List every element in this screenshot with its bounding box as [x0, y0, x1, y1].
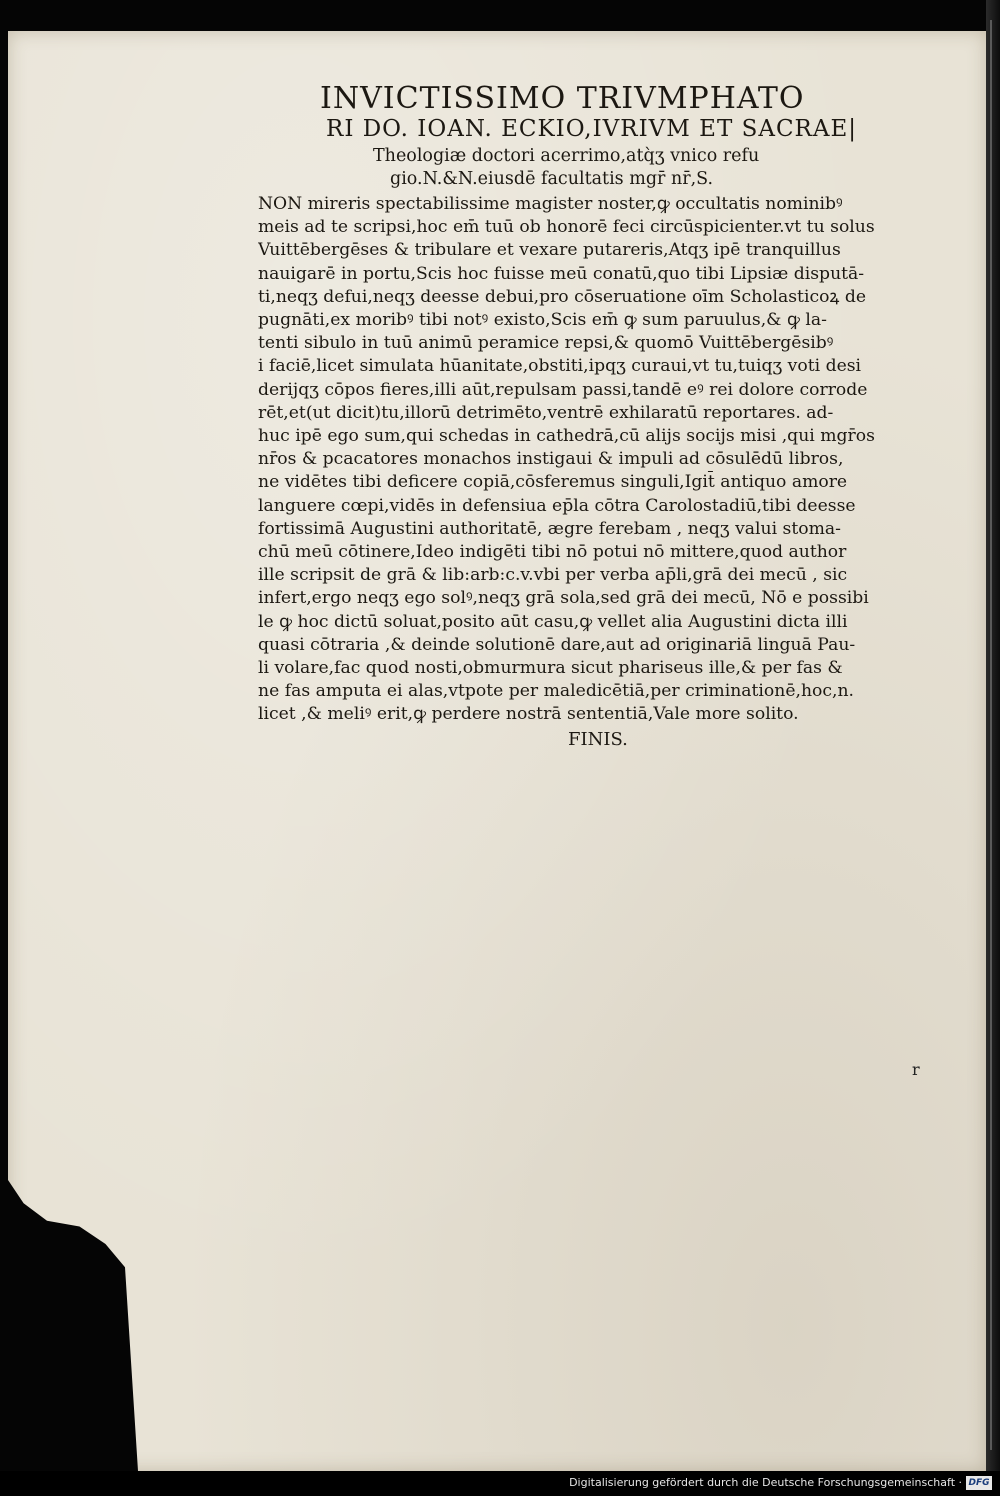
- letter-body: [258, 193, 938, 727]
- book-binding-edge: [986, 0, 1000, 1471]
- body-line: rēt,et(ut dicit)tu,illorū detrimēto,ventrē exhilaratū reportares. ad-: [258, 402, 834, 423]
- body-line: ne vidētes tibi deficere copiā,cōsferemus singuli,Igit̄ antiquo amore: [258, 472, 848, 493]
- body-line: li volare,fac quod nosti,obmurmura sicut phariseus ille,& per fas &: [258, 658, 843, 679]
- body-line: ti,neqʒ defui,neqʒ deesse debui,pro cōseruatione oīm Scholasticoꝝ de: [258, 286, 866, 307]
- closing-finis: FINIS.: [568, 728, 628, 750]
- body-line: meis ad te scripsi,hoc em̄ tuū ob honorē feci circūspicienter.vt tu solus: [258, 217, 875, 238]
- body-line: chū meū cōtinere,Ideo indigēti tibi nō potui nō mittere,quod author: [258, 542, 847, 563]
- body-line: huc ipē ego sum,qui schedas in cathedrā,cū alijs socijs misi ,qui mgr̄os: [258, 426, 875, 447]
- ink-mark: r: [912, 1060, 920, 1079]
- body-line: le ꝙ hoc dictū soluat,posito aūt casu,ꝙ vellet alia Augustini dicta illi: [258, 611, 848, 632]
- printed-text-block: [258, 81, 938, 750]
- subtitle-line-1: Theologiæ doctori acerrimo,atq̀ʒ vnico refu: [373, 146, 760, 166]
- body-line: pugnāti,ex moribꝰ tibi notꝰ existo,Scis em̄ ꝙ sum paruulus,& ꝙ la-: [258, 310, 827, 331]
- body-line: nauigarē in portu,Scis hoc fuisse meū conatū,quo tibi Lipsiæ disputā-: [258, 263, 865, 284]
- subtitle-line-2: gio.N.&N.eiusdē facultatis mgr̄ nr̄,S.: [390, 169, 714, 189]
- body-line: ne fas amputa ei alas,vtpote per maledicētiā,per criminationē,hoc,n.: [258, 681, 855, 702]
- body-line: licet ,& meliꝰ erit,ꝙ perdere nostrā sententiā,Vale more solito.: [258, 704, 799, 725]
- body-line: derijqʒ cōpos fieres,illi aūt,repulsam passi,tandē eꝰ rei dolore corrode: [258, 379, 868, 400]
- body-line: fortissimā Augustini authoritatē, ægre ferebam , neqʒ valui stoma-: [258, 518, 841, 539]
- title-line-2: RI DO. IOAN. ECKIO,IVRIVM ET SACRAE|: [326, 116, 858, 142]
- body-line: ille scripsit de grā & lib:arb:c.v.vbi per verba ap̄li,grā dei mecū , sic: [258, 565, 848, 586]
- body-line: infert,ergo neqʒ ego solꝰ,neqʒ grā sola,sed grā dei mecū, Nō e possibi: [258, 588, 869, 609]
- body-line: languere cœpi,vidēs in defensiua ep̄la cōtra Carolostadiū,tibi deesse: [258, 495, 856, 516]
- body-line: tenti sibulo in tuū animū peramice repsi,& quomō Vuittēbergēsibꝰ: [258, 333, 834, 354]
- body-line: NON mireris spectabilissime magister noster,ꝙ occultatis nominibꝰ: [258, 194, 843, 214]
- body-line: i faciē,licet simulata hūanitate,obstiti,ipqʒ curaui,vt tu,tuiqʒ voti desi: [258, 356, 862, 377]
- funding-credit: Digitalisierung gefördert durch die Deutsche Forschungsgemeinschaft ·: [569, 1476, 962, 1489]
- body-line: Vuittēbergēses & tribulare et vexare putareris,Atqʒ ipē tranquillus: [258, 240, 841, 261]
- dfg-logo-icon: DFG: [966, 1476, 992, 1490]
- body-line: quasi cōtraria ,& deinde solutionē dare,aut ad originariā linguā Pau-: [258, 634, 856, 655]
- body-line: nr̄os & pcacatores monachos instigaui & impuli ad cōsulēdū libros,: [258, 449, 844, 470]
- title-line-1: INVICTISSIMO TRIVMPHATO: [320, 81, 805, 116]
- footer-bar: [0, 1471, 1000, 1496]
